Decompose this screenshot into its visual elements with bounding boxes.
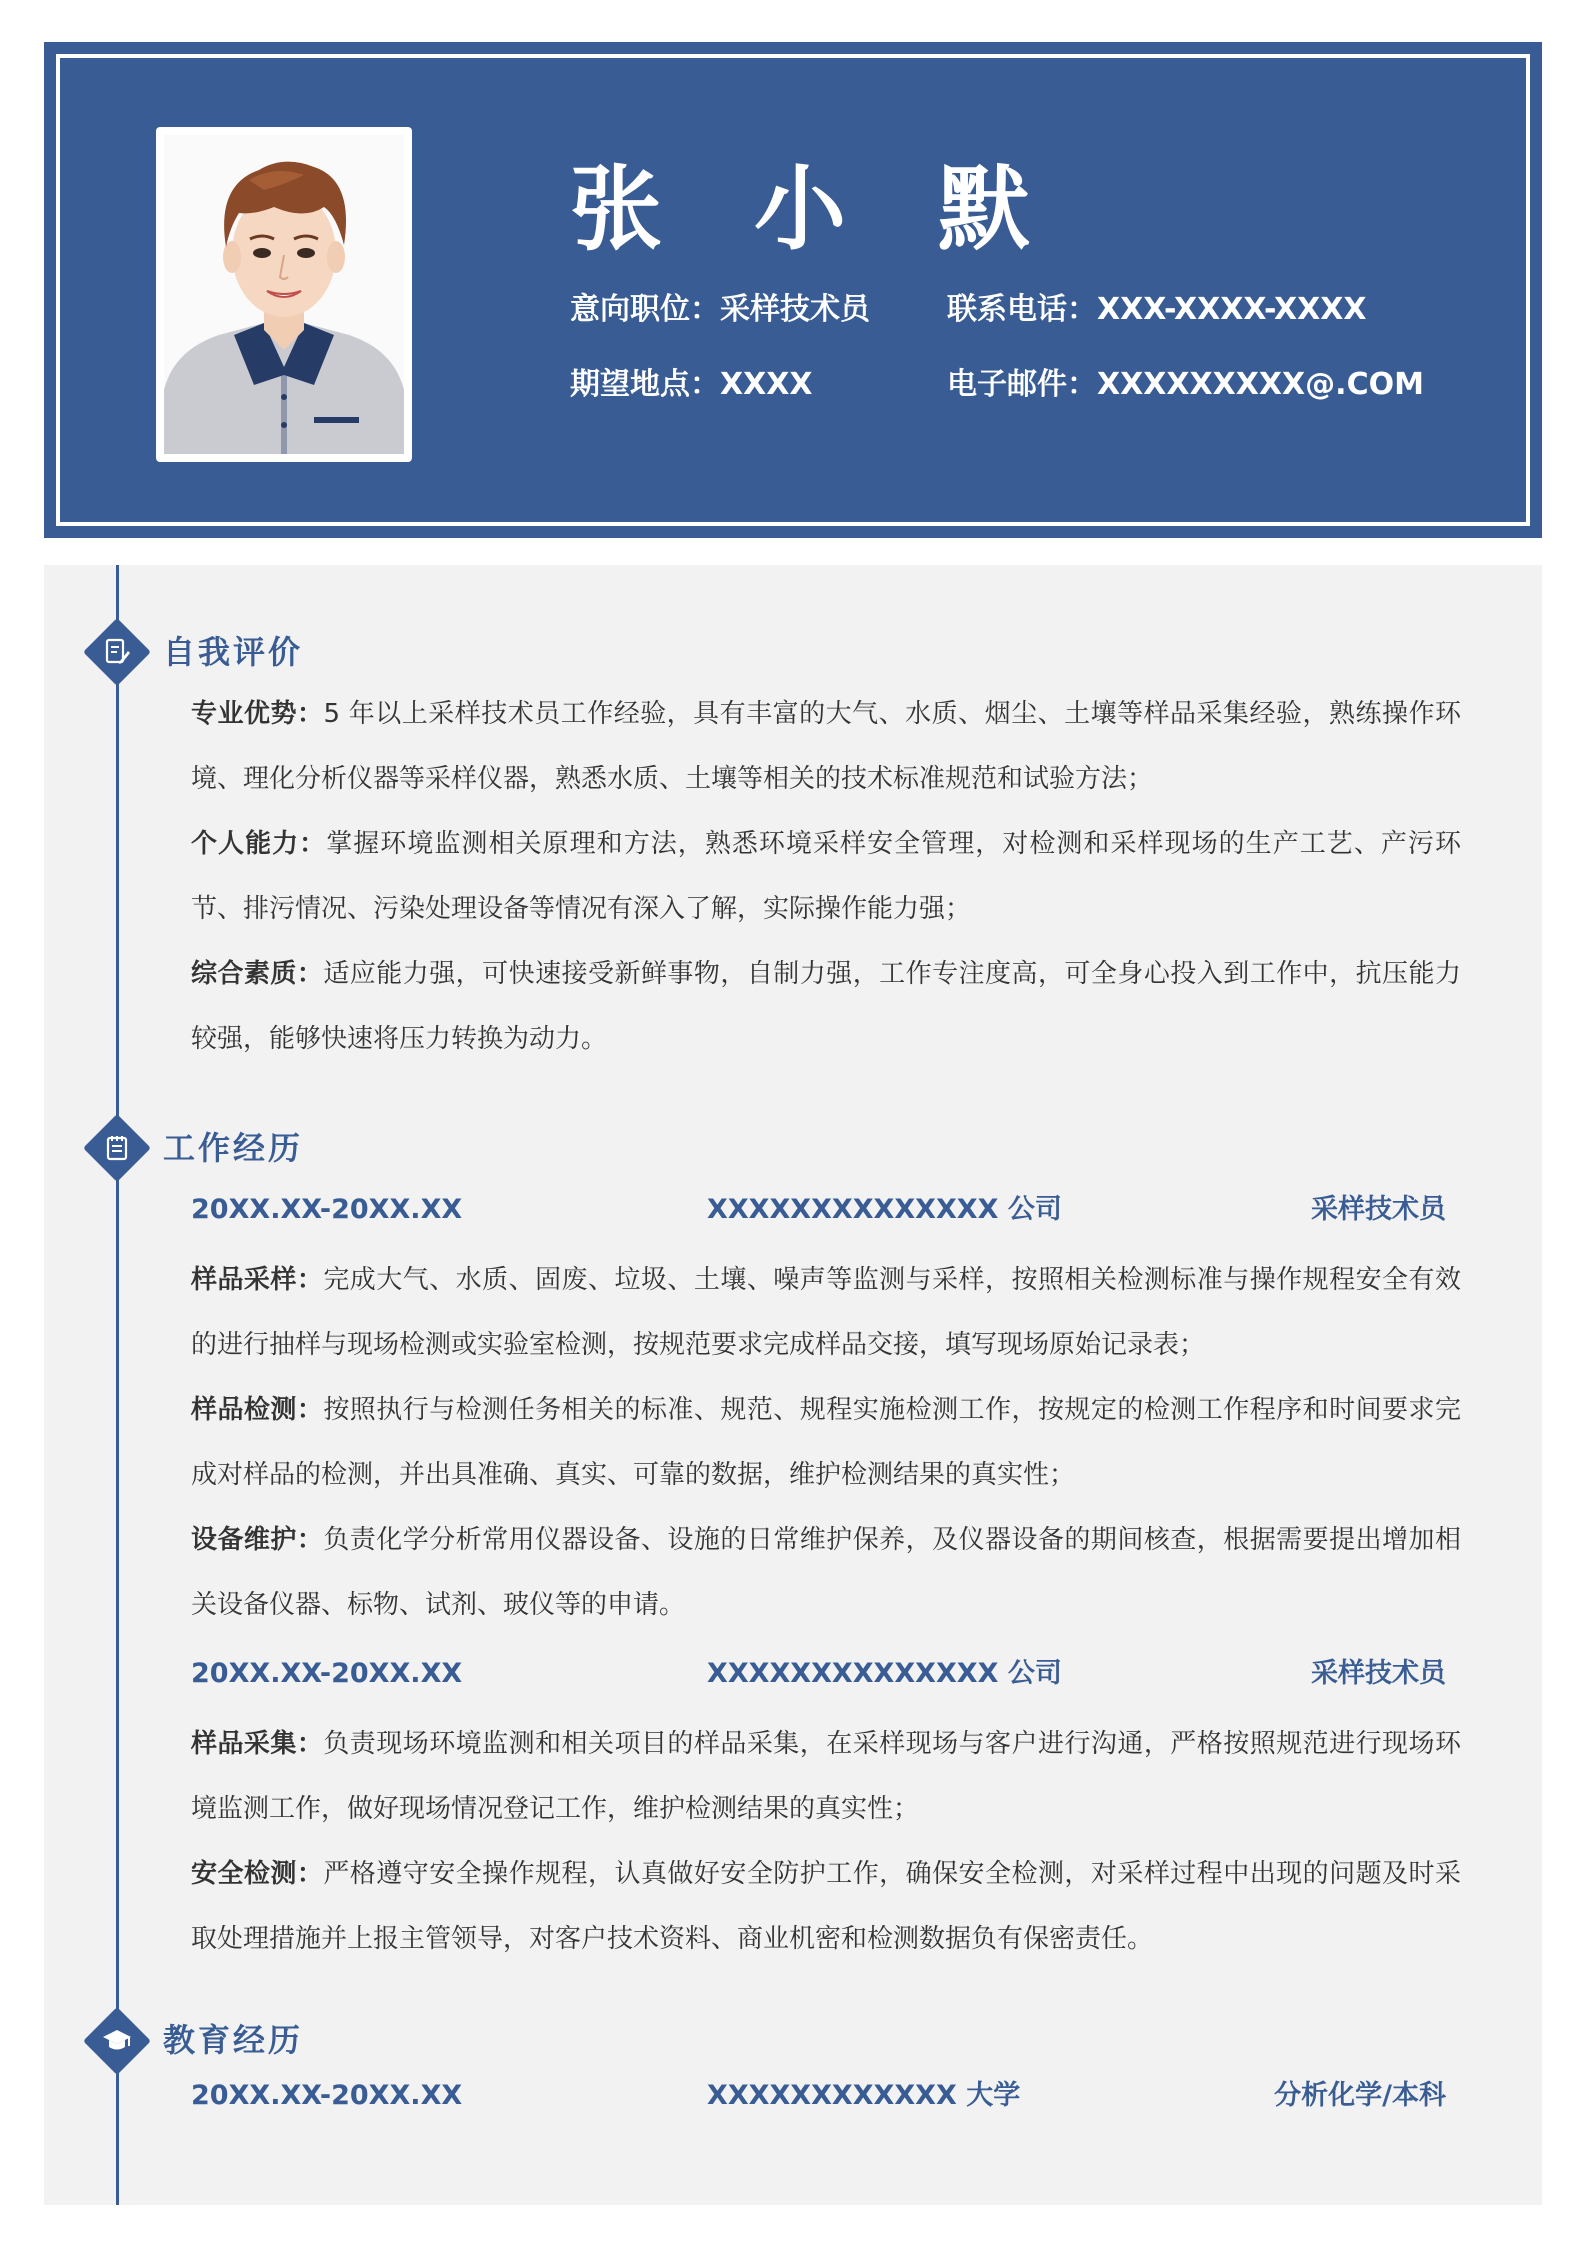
job-period: 20XX.XX-20XX.XX [191, 1194, 463, 1225]
self-item-3 [191, 942, 1461, 1072]
job-item-text: 按照执行与检测任务相关的标准、规范、规程实施检测工作，按规定的检测工作程序和时间要求完成对样品的检测，并出具准确、真实、可靠的数据，维护检测结果的真实性； [191, 1395, 1461, 1490]
job-period: 20XX.XX-20XX.XX [191, 1658, 463, 1689]
job-item-text: 负责化学分析常用仪器设备、设施的日常维护保养，及仪器设备的期间核查，根据需要提出增加相关设备仪器、标物、试剂、玻仪等的申请。 [191, 1525, 1461, 1620]
job1-item-3 [191, 1508, 1461, 1638]
self-item-text: 适应能力强，可快速接受新鲜事物，自制力强，工作专注度高，可全身心投入到工作中，抗压能力较强，能够快速将压力转换为动力。 [191, 959, 1461, 1054]
candidate-name: 张 小 默 [570, 156, 1061, 263]
job2-item-1 [191, 1712, 1461, 1842]
self-item-text: 掌握环境监测相关原理和方法，熟悉环境采样安全管理，对检测和采样现场的生产工艺、产污环节、排污情况、污染处理设备等情况有深入了解，实际操作能力强； [191, 829, 1461, 924]
email-address: 电子邮件：XXXXXXXXX@.COM [947, 367, 1424, 402]
avatar-illustration [164, 135, 404, 454]
job-role: 采样技术员 [1311, 1194, 1446, 1225]
self-item-text: 5 年以上采样技术员工作经验，具有丰富的大气、水质、烟尘、土壤等样品采集经验，熟练操作环境、理化分析仪器等采样仪器，熟悉水质、土壤等相关的技术标准规范和试验方法； [191, 699, 1461, 794]
section-title-self: 自我评价 [163, 633, 304, 671]
document-edit-icon [82, 617, 152, 687]
job-item-text: 完成大气、水质、固废、垃圾、土壤、噪声等监测与采样，按照相关检测标准与操作规程安全有效的进行抽样与现场检测或实验室检测，按规范要求完成样品交接，填写现场原始记录表； [191, 1265, 1461, 1360]
target-position: 意向职位：采样技术员 [570, 292, 870, 327]
job-company: XXXXXXXXXXXXXX 公司 [707, 1194, 1062, 1225]
job-item-label: 安全检测： [191, 1859, 324, 1889]
self-item-1 [191, 682, 1461, 812]
job-item-label: 样品检测： [191, 1395, 324, 1425]
job1-item-1 [191, 1248, 1461, 1378]
notepad-icon [82, 1113, 152, 1183]
job-item-label: 样品采样： [191, 1265, 324, 1295]
expected-location: 期望地点：XXXX [570, 367, 813, 402]
job-header [191, 1190, 1446, 1230]
education-period: 20XX.XX-20XX.XX [191, 2080, 463, 2111]
job-item-text: 严格遵守安全操作规程，认真做好安全防护工作，确保安全检测，对采样过程中出现的问题及时采取处理措施并上报主管领导，对客户技术资料、商业机密和检测数据负有保密责任。 [191, 1859, 1461, 1954]
section-title-education: 教育经历 [163, 2021, 304, 2059]
job-item-text: 负责现场环境监测和相关项目的样品采集，在采样现场与客户进行沟通，严格按照规范进行现场环境监测工作，做好现场情况登记工作，维护检测结果的真实性； [191, 1729, 1461, 1824]
section-title-work: 工作经历 [163, 1129, 304, 1167]
job-role: 采样技术员 [1311, 1658, 1446, 1689]
job-item-label: 样品采集： [191, 1729, 324, 1759]
self-item-2 [191, 812, 1461, 942]
timeline-line [116, 565, 119, 2205]
self-item-label: 综合素质： [191, 959, 324, 989]
profile-photo [156, 127, 412, 462]
job2-item-2 [191, 1842, 1461, 1972]
self-item-label: 个人能力： [191, 829, 327, 859]
self-item-label: 专业优势： [191, 699, 324, 729]
job-header [191, 1654, 1446, 1694]
graduation-cap-icon [82, 2006, 152, 2076]
education-major: 分析化学/本科 [1274, 2080, 1446, 2111]
job-company: XXXXXXXXXXXXXX 公司 [707, 1658, 1062, 1689]
job-item-label: 设备维护： [191, 1525, 324, 1555]
education-row [191, 2076, 1446, 2116]
phone-number: 联系电话：XXX-XXXX-XXXX [947, 292, 1367, 327]
job1-item-2 [191, 1378, 1461, 1508]
education-school: XXXXXXXXXXXX 大学 [707, 2080, 1021, 2111]
